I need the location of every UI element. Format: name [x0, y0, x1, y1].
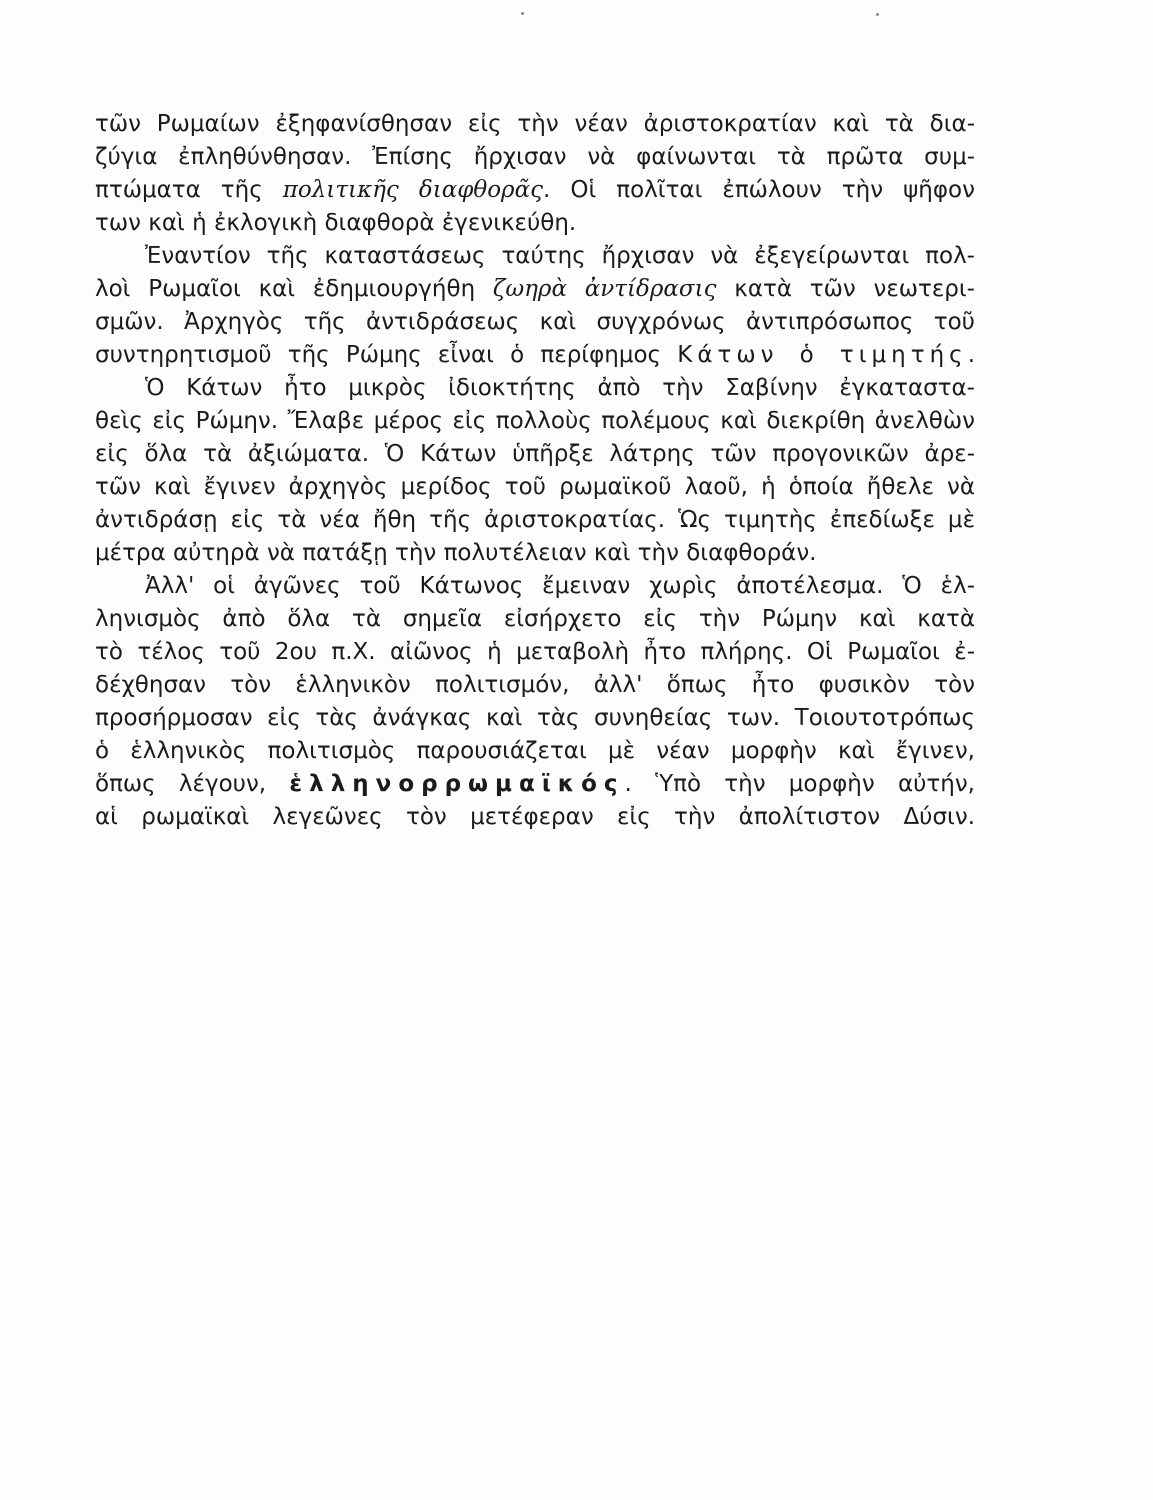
text-run: προσήρμοσαν εἰς τὰς ἀνάγκας καὶ τὰς συνηθείας των. Τοιουτοτρόπως — [95, 705, 975, 731]
text-run: τῶν καὶ ἔγινεν ἀρχηγὸς μερίδος τοῦ ρωμαϊκοῦ λαοῦ, ἡ ὁποία ἤθελε νὰ — [95, 474, 975, 500]
text-run: πτώματα τῆς — [95, 177, 283, 203]
text-run: Ἀλλ' οἱ ἀγῶνες τοῦ Κάτωνος ἔμειναν χωρὶς ἀποτέλεσμα. Ὁ ἑλ- — [145, 573, 975, 599]
page-speck — [521, 12, 524, 15]
text-run: μέτρα αὐτηρὰ νὰ πατάξῃ τὴν πολυτέλειαν καὶ τὴν διαφθοράν. — [95, 540, 817, 566]
text-line — [95, 471, 975, 504]
spaced-text: ἑλληνορρωμαϊκός — [289, 771, 625, 797]
text-run: αἱ ρωμαϊκαὶ λεγεῶνες τὸν μετέφεραν εἰς τὴν ἀπολίτιστον Δύσιν. — [95, 804, 975, 830]
text-line — [95, 702, 975, 735]
text-line — [95, 339, 975, 372]
text-run: ἀντιδράσῃ εἰς τὰ νέα ἤθη τῆς ἀριστοκρατίας. Ὡς τιμητὴς ἐπεδίωξε μὲ — [95, 507, 975, 533]
text-line — [95, 603, 975, 636]
text-run: Ἐναντίον τῆς καταστάσεως ταύτης ἤρχισαν νὰ ἐξεγείρωνται πολ- — [145, 243, 975, 269]
body-text — [95, 108, 975, 834]
text-line — [95, 207, 975, 240]
spaced-text: Κάτων ὁ τιμητής — [677, 342, 968, 368]
text-line — [95, 801, 975, 834]
text-run: των καὶ ἡ ἐκλογικὴ διαφθορὰ ἐγενικεύθη. — [95, 210, 577, 236]
text-run: . — [967, 342, 975, 368]
text-line — [95, 405, 975, 438]
text-line — [95, 306, 975, 339]
emphasis-text: πολιτικῆς διαφθορᾶς — [282, 177, 543, 203]
text-line — [95, 273, 975, 306]
text-run: συντηρητισμοῦ τῆς Ρώμης εἶναι ὁ περίφημος — [95, 342, 678, 368]
text-run: κατὰ τῶν νεωτερι- — [716, 276, 975, 302]
text-line — [95, 504, 975, 537]
text-line — [95, 438, 975, 471]
text-run: τῶν Ρωμαίων ἐξηφανίσθησαν εἰς τὴν νέαν ἀριστοκρατίαν καὶ τὰ δια- — [95, 111, 975, 137]
text-line — [95, 174, 975, 207]
text-run: σμῶν. Ἀρχηγὸς τῆς ἀντιδράσεως καὶ συγχρόνως ἀντιπρόσωπος τοῦ — [95, 309, 975, 335]
text-line — [95, 141, 975, 174]
text-line — [95, 108, 975, 141]
text-line — [95, 372, 975, 405]
text-run: Ὁ Κάτων ἦτο μικρὸς ἰδιοκτήτης ἀπὸ τὴν Σαβίνην ἐγκαταστα- — [145, 375, 975, 401]
text-run: θεὶς εἰς Ρώμην. Ἔλαβε μέρος εἰς πολλοὺς πολέμους καὶ διεκρίθη ἀνελθὼν — [95, 408, 975, 434]
text-line — [95, 570, 975, 603]
text-line — [95, 240, 975, 273]
text-run: τὸ τέλος τοῦ 2ου π.Χ. αἰῶνος ἡ μεταβολὴ ἦτο πλήρης. Οἱ Ρωμαῖοι ἐ- — [95, 639, 975, 665]
text-run: . Οἱ πολῖται ἐπώλουν τὴν ψῆφον — [542, 177, 975, 203]
text-run: εἰς ὅλα τὰ ἀξιώματα. Ὁ Κάτων ὑπῆρξε λάτρης τῶν προγονικῶν ἀρε- — [95, 441, 975, 467]
text-run: ὅπως λέγουν, — [95, 771, 290, 797]
emphasis-text: ζωηρὰ ἀντίδρασις — [492, 276, 717, 302]
text-line — [95, 735, 975, 768]
text-line — [95, 669, 975, 702]
text-run: ζύγια ἐπληθύνθησαν. Ἐπίσης ἤρχισαν νὰ φαίνωνται τὰ πρῶτα συμ- — [95, 144, 975, 170]
text-run: ὁ ἑλληνικὸς πολιτισμὸς παρουσιάζεται μὲ νέαν μορφὴν καὶ ἔγινεν, — [95, 738, 975, 764]
text-line — [95, 636, 975, 669]
text-run: λοὶ Ρωμαῖοι καὶ ἐδημιουργήθη — [95, 276, 493, 302]
text-run: . Ὑπὸ τὴν μορφὴν αὐτήν, — [624, 771, 975, 797]
page-speck — [876, 13, 879, 16]
text-line — [95, 537, 975, 570]
text-line — [95, 768, 975, 801]
text-run: ληνισμὸς ἀπὸ ὅλα τὰ σημεῖα εἰσήρχετο εἰς τὴν Ρώμην καὶ κατὰ — [95, 606, 975, 632]
text-run: δέχθησαν τὸν ἑλληνικὸν πολιτισμόν, ἀλλ' ὅπως ἦτο φυσικὸν τὸν — [95, 672, 975, 698]
